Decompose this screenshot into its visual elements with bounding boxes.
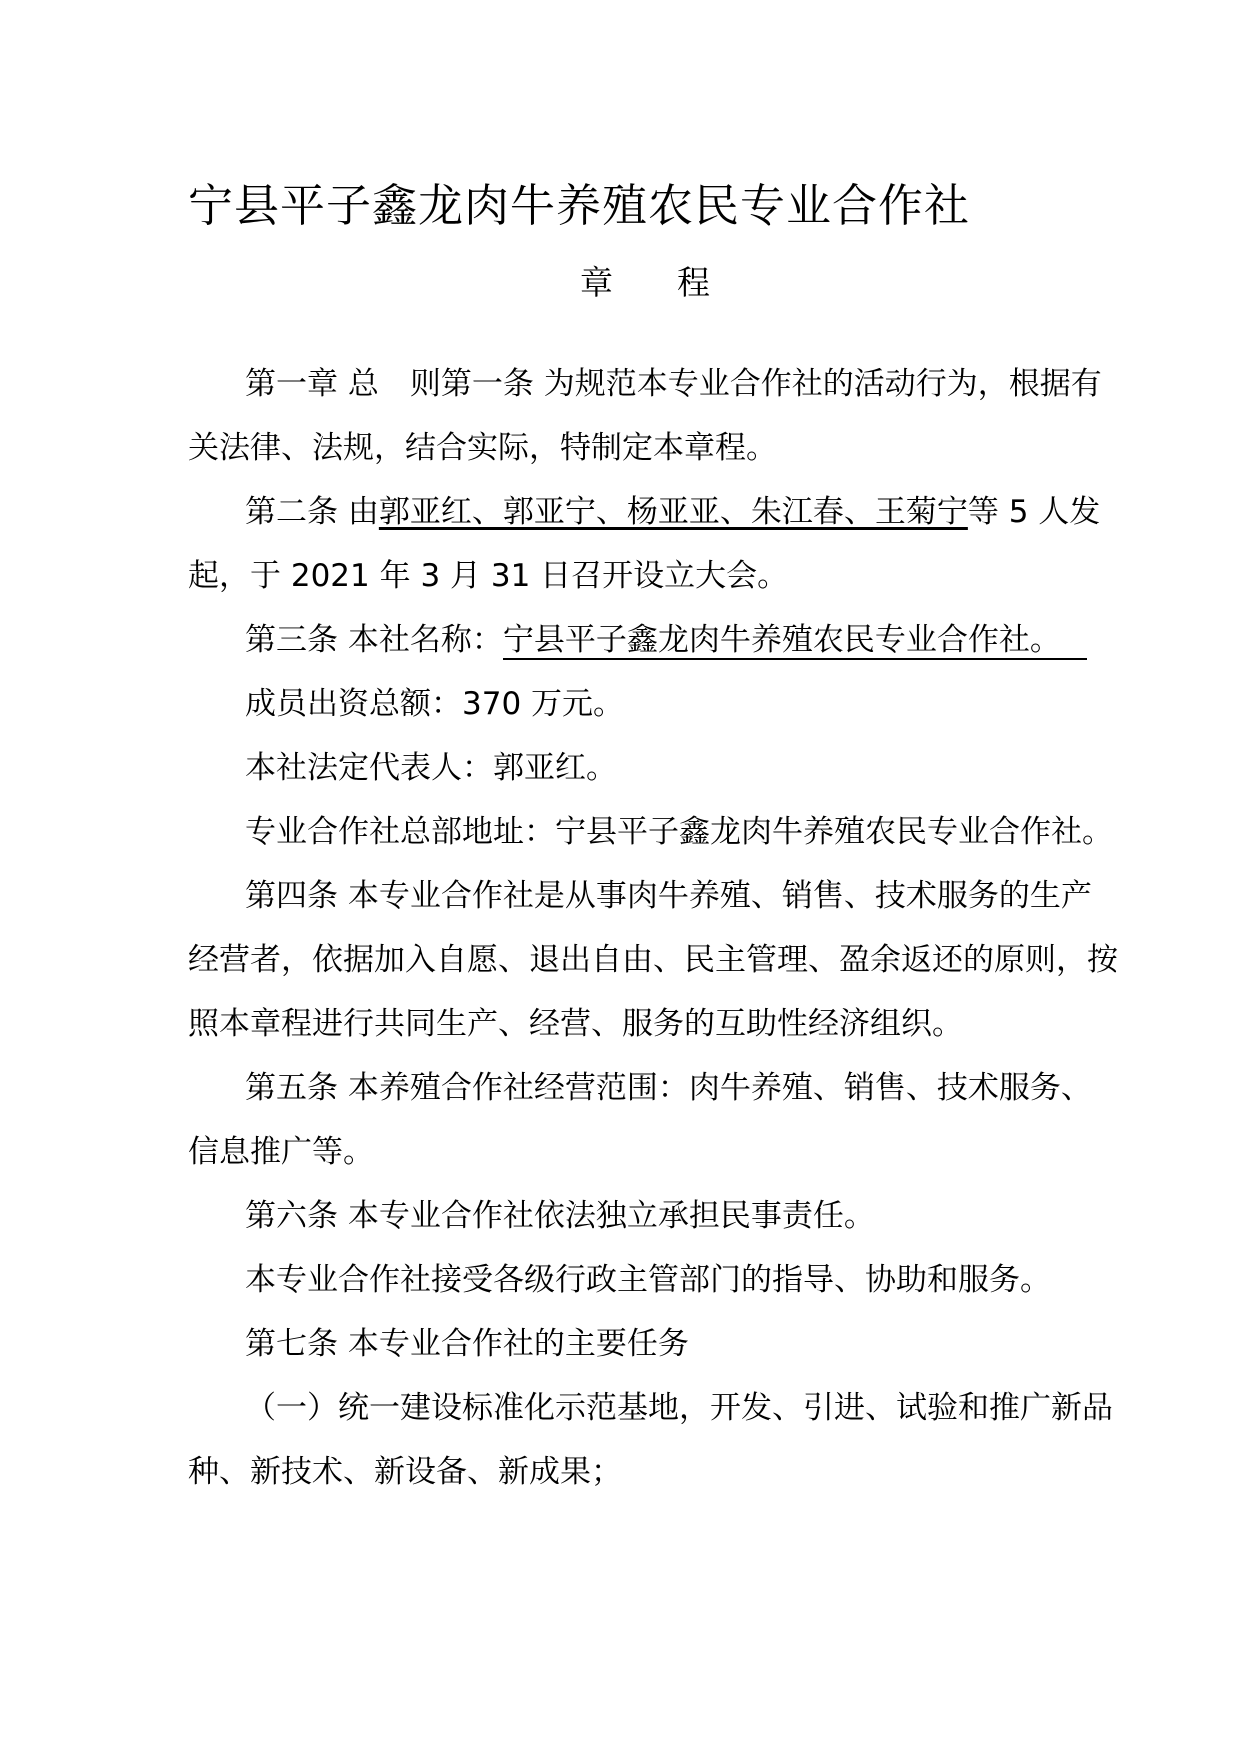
paragraph-headquarters-address: 专业合作社总部地址：宁县平子鑫龙肉牛养殖农民专业合作社。 [245,814,1113,850]
paragraph-article-3 [188,608,1122,672]
document-title: 宁县平子鑫龙肉牛养殖农民专业合作社 [188,179,971,232]
subtitle-char-1: 章 [580,263,613,302]
cooperative-name: 宁县平子鑫龙肉牛养殖农民专业合作社。 [503,622,1087,660]
paragraph-article-4: 第四条 本专业合作社是从事肉牛养殖、销售、技术服务的生产经营者，依据加入自愿、退出自由、民主管理、盈余返还的原则，按照本章程进行共同生产、经营、服务的互助性经济组织。 [188,878,1118,1042]
paragraph-article-7: 第七条 本专业合作社的主要任务 [245,1326,689,1362]
paragraph-article-5: 第五条 本养殖合作社经营范围：肉牛养殖、销售、技术服务、信息推广等。 [188,1070,1092,1170]
paragraph-chapter-1-article-1: 第一章 总 则第一条 为规范本专业合作社的活动行为，根据有关法律、法规，结合实际，特制定本章程。 [188,366,1102,466]
article-2-prefix: 第二条 由 [245,494,379,530]
founders-names: 郭亚红、郭亚宁、杨亚亚、朱江春、王菊宁 [378,494,968,530]
article-2-suffix: 等 5 人发起，于 2021 年 3 月 31 日召开设立大会。 [188,494,1101,594]
paragraph-article-6: 第六条 本专业合作社依法独立承担民事责任。 [245,1198,875,1234]
subtitle-char-2: 程 [677,263,710,302]
paragraph-article-2 [188,480,1122,608]
article-3-prefix: 第三条 本社名称： [245,622,503,658]
paragraph-legal-representative: 本社法定代表人：郭亚红。 [245,750,617,786]
paragraph-total-capital: 成员出资总额：370 万元。 [245,686,625,722]
document-body [188,352,1122,1504]
document-subtitle [580,258,710,308]
paragraph-guidance: 本专业合作社接受各级行政主管部门的指导、协助和服务。 [245,1262,1051,1298]
paragraph-task-1: （一）统一建设标准化示范基地，开发、引进、试验和推广新品种、新技术、新设备、新成果； [188,1390,1113,1490]
